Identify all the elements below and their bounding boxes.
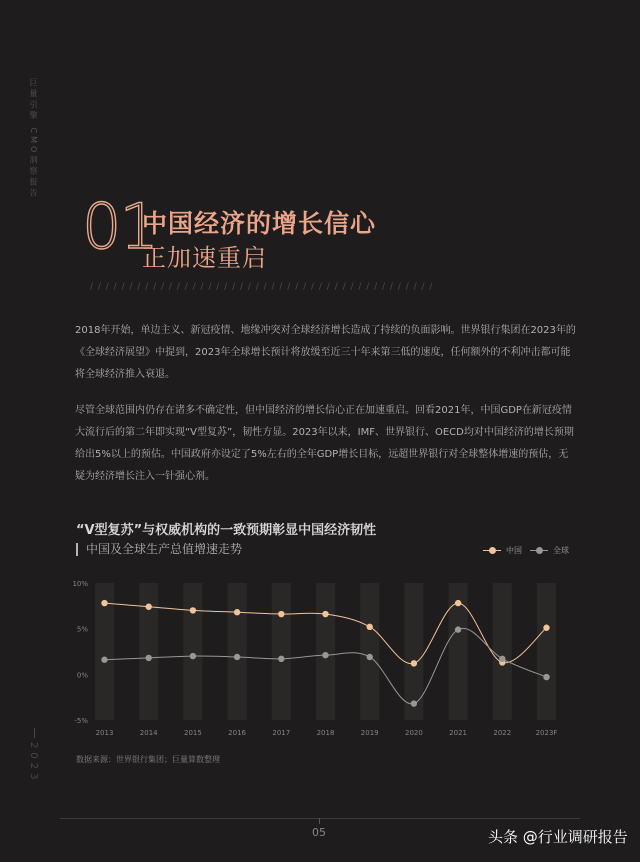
data-point-china: [146, 604, 152, 610]
chart-column-band: [360, 583, 379, 720]
x-tick-label: 2016: [228, 729, 247, 737]
chart-column-band: [228, 583, 247, 720]
data-point-china: [190, 607, 196, 613]
section-number: 01: [82, 190, 157, 263]
watermark: 头条 @行业调研报告: [488, 828, 628, 846]
data-point-global: [101, 657, 107, 663]
paragraph-intro: 2018年开始，单边主义、新冠疫情、地缘冲突对全球经济增长造成了持续的负面影响。世界银行集团在2023年的《全球经济展望》中提到，2023年全球增长预计将放缓至近三十年来第三低的速度，任何额外的不利冲击都可能将全球经济推入衰退。: [75, 325, 576, 380]
x-tick-label: 2019: [360, 729, 379, 737]
page-number: 05: [312, 826, 326, 839]
data-point-china: [278, 611, 284, 617]
legend-item-china: [483, 545, 522, 556]
sidebar-year: 2023: [28, 742, 39, 784]
x-tick-label: 2017: [272, 729, 291, 737]
x-tick-label: 2023F: [535, 729, 558, 737]
data-point-china: [543, 625, 549, 631]
legend-china-label: 中国: [506, 546, 522, 555]
x-tick-label: 2020: [404, 729, 423, 737]
x-tick-label: 2014: [139, 729, 158, 737]
data-point-global: [190, 653, 196, 659]
chart-column-band: [316, 583, 335, 720]
chart-column-band: [537, 583, 556, 720]
x-tick-label: 2018: [316, 729, 335, 737]
chart-column-band: [272, 583, 291, 720]
data-point-china: [322, 611, 328, 617]
chart-column-band: [404, 583, 423, 720]
section-title-line2: 正加速重启: [142, 244, 267, 272]
x-tick-label: 2022: [493, 729, 512, 737]
y-tick-label: 0%: [76, 671, 88, 680]
chart-column-band: [493, 583, 512, 720]
sidebar-report-label: 巨量引擎 CMO洞察报告: [29, 78, 38, 200]
footer-divider: [60, 818, 580, 819]
data-point-global: [543, 674, 549, 680]
x-tick-label: 2015: [183, 729, 202, 737]
data-point-global: [278, 656, 284, 662]
section-dash-divider: / / / / / / / / / / / / / / / / / / / / / / / / / / / / / / / / / / / / / / / / / / / /: [90, 282, 434, 292]
chart-column-band: [183, 583, 202, 720]
legend-china-dot: [489, 547, 496, 554]
chart-title: 中国及全球生产总值增速走势: [76, 543, 242, 556]
data-point-global: [367, 654, 373, 660]
x-tick-label: 2021: [449, 729, 468, 737]
data-point-global: [234, 654, 240, 660]
data-point-china: [234, 609, 240, 615]
data-point-global: [455, 626, 461, 632]
x-tick-label: 2013: [95, 729, 114, 737]
data-point-global: [146, 655, 152, 661]
data-point-china: [411, 660, 417, 666]
data-point-china: [101, 600, 107, 606]
data-point-global: [499, 656, 505, 662]
legend-global-dot: [536, 547, 543, 554]
data-point-global: [411, 700, 417, 706]
y-tick-label: 5%: [76, 625, 88, 634]
sidebar-divider: [34, 728, 35, 738]
data-point-china: [455, 600, 461, 606]
data-point-china: [367, 624, 373, 630]
legend-china-line: [483, 550, 501, 551]
footer-tick: [319, 818, 320, 824]
y-tick-label: -5%: [74, 717, 88, 725]
legend-global-label: 全球: [553, 546, 569, 555]
section-title-line1: 中国经济的增长信心: [142, 209, 377, 238]
legend-item-global: [530, 545, 569, 556]
chart-heading: “V型复苏”与权威机构的一致预期彰显中国经济韧性: [76, 523, 377, 538]
y-tick-label: 10%: [72, 580, 88, 588]
data-point-global: [322, 652, 328, 658]
legend-global-line: [530, 550, 548, 551]
data-source: 数据来源：世界银行集团；巨量算数整理: [76, 755, 220, 764]
paragraph-outlook: 尽管全球范围内仍存在诸多不确定性，但中国经济的增长信心正在加速重启。回看2021年，中国GDP在新冠疫情大流行后的第二年即实现“V型复苏”，韧性方显。2023年以来，IMF、世界银行、OECD均对中国经济的增长预期给出5%以上的预估。中国政府亦设定了5%左右的全年GDP增长目标，远超世界银行对全球整体增速的预估，无疑为经济增长注入一针强心剂。: [75, 405, 574, 482]
gdp-growth-chart: [70, 575, 580, 745]
